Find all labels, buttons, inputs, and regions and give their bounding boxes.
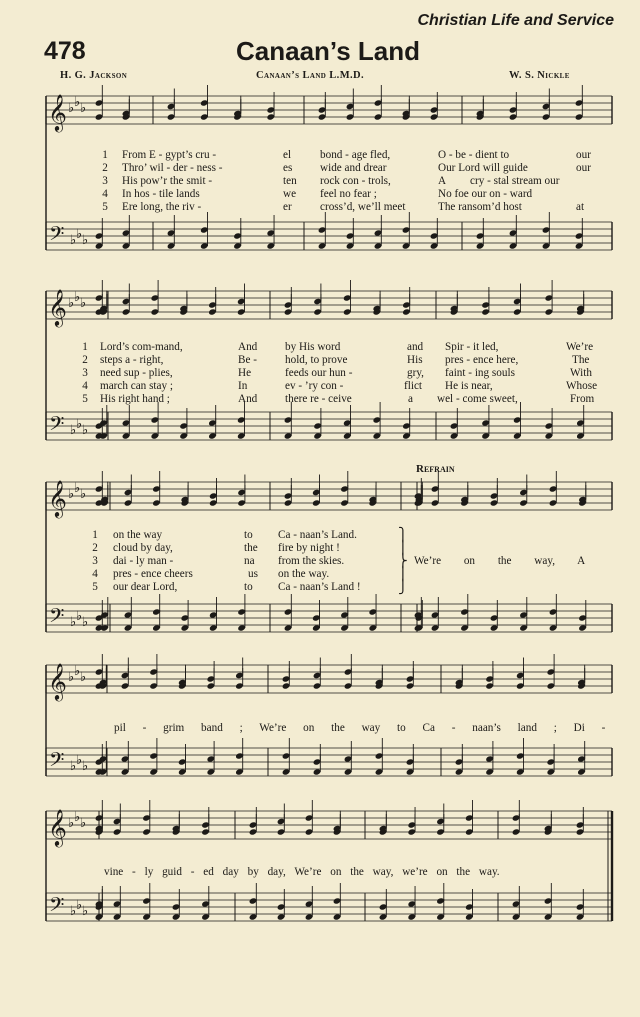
lyric-segment: Whose	[566, 380, 598, 392]
lyric-segment: From E - gypt’s cru -	[122, 149, 217, 161]
clef-glyph: ♭	[70, 904, 77, 919]
clef-glyph: ♭	[74, 810, 81, 825]
lyric-segment: there re - ceive	[285, 393, 352, 405]
lyric-segment: We’re	[566, 341, 594, 353]
clef-glyph: ♭	[70, 759, 77, 774]
lyric-segment: ten	[283, 175, 297, 187]
clef-glyph: ♭	[80, 670, 87, 685]
lyric-segment: The ransom’d host	[438, 201, 522, 213]
lyric-segment: el	[283, 149, 292, 161]
lyric-segment: our	[576, 162, 591, 174]
lyric-segment: From	[570, 393, 595, 405]
verse-number: 2	[102, 162, 108, 174]
hymn-title: Canaan’s Land	[236, 36, 420, 66]
verse-number: 1	[82, 341, 88, 353]
lyric-segment: fire by night !	[278, 542, 340, 554]
clef-glyph: 𝄞	[48, 93, 67, 131]
lyric-segment: ev - ’ry con -	[285, 380, 344, 392]
clef-glyph: ♭	[80, 487, 87, 502]
composer-credit: W. S. Nickle	[509, 70, 570, 81]
clef-glyph: ♭	[68, 296, 75, 311]
lyric-segment: on the way.	[278, 568, 330, 580]
clef-glyph: ♭	[76, 898, 83, 913]
lyric-segment: And	[238, 393, 258, 405]
lyric-segment: feel no fear ;	[320, 188, 377, 200]
refrain-label: Refrain	[416, 463, 455, 475]
clef-glyph: ♭	[76, 609, 83, 624]
clef-glyph: ♭	[82, 759, 89, 774]
lyric-segment: steps a - right,	[100, 354, 164, 366]
lyric-segment: In hos - tile lands	[122, 188, 200, 200]
lyric-segment: and	[407, 341, 424, 353]
verse-number: 5	[92, 581, 98, 593]
clef-glyph: ♭	[80, 101, 87, 116]
clef-glyph: 𝄢	[49, 604, 65, 632]
refrain-lyric-line-3: vine - ly guid - ed day by day, We’re on the way, we’re on the way.	[104, 866, 500, 878]
section-title: Christian Life and Service	[417, 12, 614, 29]
lyric-segment: O - be - dient to	[438, 149, 510, 161]
verse-number: 4	[82, 380, 88, 392]
verse-number: 2	[92, 542, 98, 554]
clef-glyph: 𝄢	[49, 748, 65, 776]
lyric-segment: No foe our on - ward	[438, 188, 533, 200]
lyric-segment: us	[248, 568, 258, 580]
lyric-segment: Thro’ wil - der - ness -	[122, 162, 223, 174]
lyric-segment: from the skies.	[278, 555, 345, 567]
lyric-segment: gry,	[407, 367, 424, 379]
lyric-segment: Spir - it led,	[445, 341, 499, 353]
lyric-segment: er	[283, 201, 292, 213]
clef-glyph: ♭	[74, 290, 81, 305]
clef-glyph: ♭	[80, 296, 87, 311]
verse-number: 3	[92, 555, 98, 567]
clef-glyph: 𝄞	[48, 808, 67, 846]
verse-number: 5	[82, 393, 88, 405]
clef-glyph: ♭	[82, 423, 89, 438]
clef-glyph: ♭	[76, 753, 83, 768]
lyric-segment: The	[572, 354, 590, 366]
lyric-segment: Be -	[238, 354, 257, 366]
lyric-segment: na	[244, 555, 255, 567]
lyric-segment: bond - age fled,	[320, 149, 391, 161]
lyric-segment: His pow’r the smit -	[122, 175, 213, 187]
lyric-segment: wide and drear	[320, 162, 387, 174]
clef-glyph: ♭	[68, 101, 75, 116]
clef-glyph: ♭	[82, 904, 89, 919]
lyric-segment: hold, to prove	[285, 354, 348, 366]
clef-glyph: ♭	[76, 417, 83, 432]
lyric-segment: faint - ing souls	[445, 367, 515, 379]
lyric-segment: Ca - naan’s Land !	[278, 581, 361, 593]
lyric-segment: Ere long, the riv -	[122, 201, 202, 213]
verse-number: 4	[102, 188, 108, 200]
lyric-segment: we	[283, 188, 297, 200]
lyric-segment: Lord’s com-mand,	[100, 341, 183, 353]
lyric-segment: on the way	[113, 529, 163, 541]
lyric-segment: to	[244, 581, 253, 593]
clef-glyph: ♭	[70, 233, 77, 248]
lyric-segment: Ca - naan’s Land.	[278, 529, 357, 541]
verse-number: 5	[102, 201, 108, 213]
clef-glyph: 𝄞	[48, 479, 67, 517]
clef-glyph: ♭	[80, 816, 87, 831]
clef-glyph: 𝄞	[48, 288, 67, 326]
lyric-segment: His right hand ;	[100, 393, 170, 405]
lyric-segment: His	[407, 354, 423, 366]
lyric-segment: With	[570, 367, 592, 379]
clef-glyph: ♭	[76, 227, 83, 242]
verse-number: 3	[82, 367, 88, 379]
tune-credit: Canaan’s Land L.M.D.	[256, 70, 365, 81]
verse-brace: ⎫ ⎪ ⎬ ⎪ ⎭	[398, 527, 408, 594]
clef-glyph: ♭	[68, 816, 75, 831]
refrain-lyric-line-2: pil - grim band ; We’re on the way to Ca - naan’s land ; Di -	[114, 722, 606, 734]
lyric-segment: In	[238, 380, 248, 392]
lyric-segment: feeds our hun -	[285, 367, 353, 379]
clef-glyph: ♭	[68, 670, 75, 685]
lyric-segment: the	[244, 542, 258, 554]
clef-glyph: ♭	[74, 481, 81, 496]
lyric-segment: wel - come sweet,	[437, 393, 518, 405]
lyric-segment: dai - ly man -	[113, 555, 174, 567]
lyric-segment: Our Lord will guide	[438, 162, 528, 174]
verse-number: 1	[92, 529, 98, 541]
clef-glyph: ♭	[82, 233, 89, 248]
lyric-segment: our dear Lord,	[113, 581, 178, 593]
clef-glyph: ♭	[70, 423, 77, 438]
lyric-segment: He	[238, 367, 252, 379]
lyric-segment: pres - ence cheers	[113, 568, 193, 580]
lyric-segment: our	[576, 149, 591, 161]
lyric-segment: flict	[404, 380, 423, 392]
clef-glyph: ♭	[74, 664, 81, 679]
verse-number: 1	[102, 149, 108, 161]
clef-glyph: ♭	[70, 615, 77, 630]
lyric-segment: to	[244, 529, 253, 541]
lyric-segment: pres - ence here,	[445, 354, 519, 366]
hymn-number: 478	[44, 37, 86, 65]
lyric-segment: cloud by day,	[113, 542, 173, 554]
clef-glyph: 𝄢	[49, 222, 65, 250]
clef-glyph: ♭	[74, 95, 81, 110]
lyric-segment: He is near,	[445, 380, 493, 392]
refrain-lyric: We’re on the way, A	[414, 555, 586, 567]
lyric-segment: march can stay ;	[100, 380, 173, 392]
verse-number: 2	[82, 354, 88, 366]
lyric-segment: need sup - plies,	[100, 367, 173, 379]
verse-number: 4	[92, 568, 98, 580]
lyric-segment: es	[283, 162, 293, 174]
clef-glyph: 𝄞	[48, 662, 67, 700]
clef-glyph: 𝄢	[49, 412, 65, 440]
clef-glyph: ♭	[68, 487, 75, 502]
author-credit: H. G. Jackson	[60, 70, 128, 81]
lyric-segment: at	[576, 201, 585, 213]
lyric-segment: by His word	[285, 341, 341, 353]
lyric-segment: cross’d, we’ll meet	[320, 201, 406, 213]
verse-number: 3	[102, 175, 108, 187]
lyric-segment: a	[408, 393, 413, 405]
lyric-segment: And	[238, 341, 258, 353]
clef-glyph: 𝄢	[49, 893, 65, 921]
clef-glyph: ♭	[82, 615, 89, 630]
lyric-segment: cry - stal stream our	[470, 175, 560, 187]
lyric-segment: A	[438, 175, 447, 187]
lyric-segment: rock con - trols,	[320, 175, 391, 187]
